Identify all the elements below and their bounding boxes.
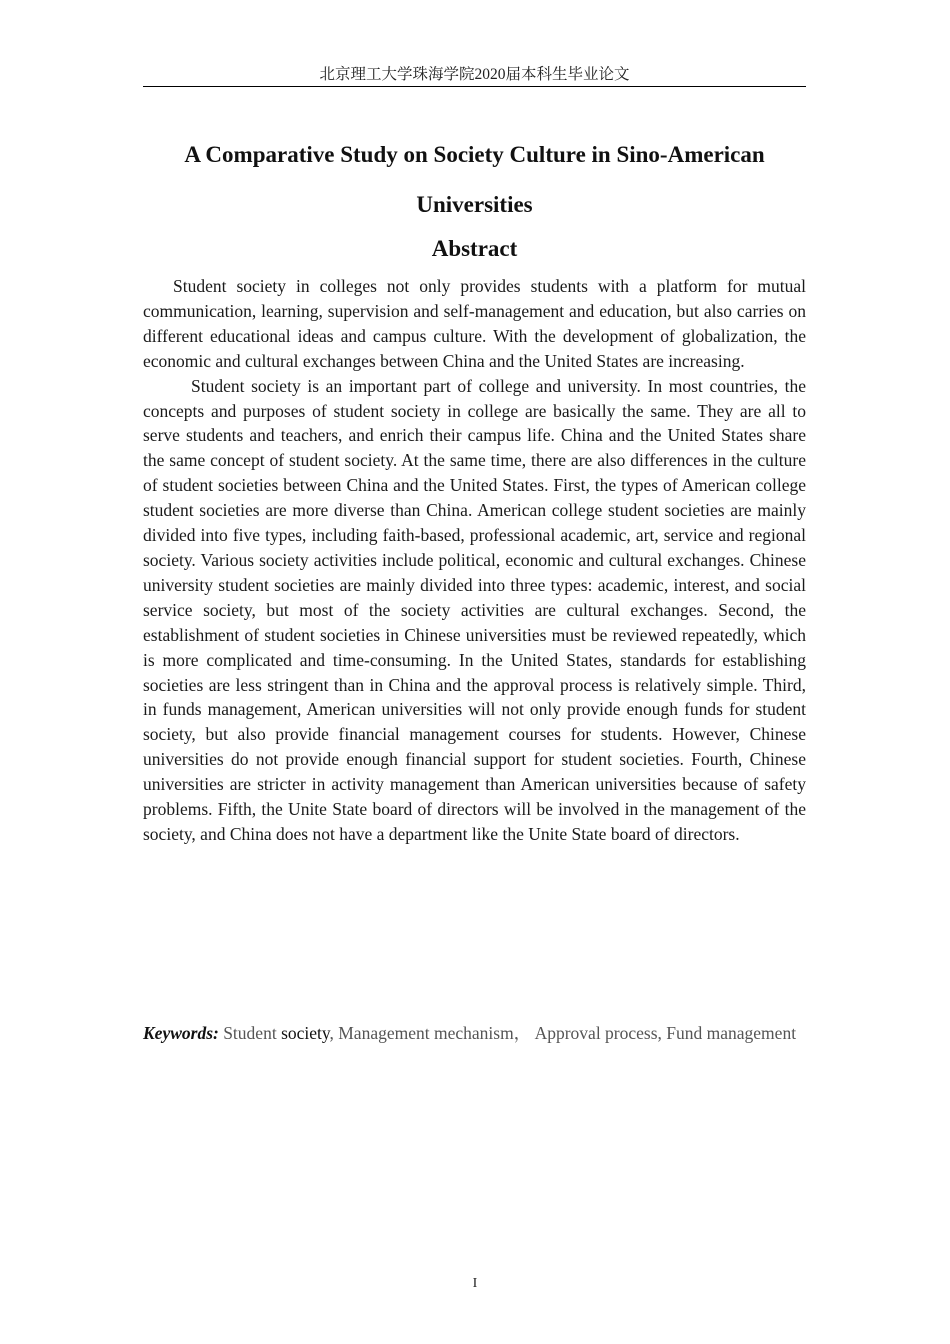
keywords-line xyxy=(143,1021,806,1046)
abstract-paragraph-1: Student society in colleges not only provides students with a platform for mutual communication, learning, supervision and self-management and education, but also carries on different educational ideas and campus culture. With the development of globalization, the economic and cultural exchanges between China and the United States are increasing. xyxy=(143,276,806,371)
running-header-title: 北京理工大学珠海学院2020届本科生毕业论文 xyxy=(319,66,630,83)
thesis-title xyxy=(143,130,806,230)
abstract-paragraph-2: Student society is an important part of college and university. In most countries, the concepts and purposes of student society in college are basically the same. They are all to serve students and teachers, and enrich their campus life. China and the United States share the same concept of student society. At the same time, there are also differences in the culture of student societies between China and the United States. First, the types of American college student societies are more diverse than China. American college student societies are mainly divided into five types, including faith-based, professional academic, art, service and regional society. Various society activities include political, economic and cultural exchanges. Chinese university student societies are mainly divided into three types: academic, interest, and social service society, but most of the society activities are cultural exchanges. Second, the establishment of student societies in Chinese universities must be reviewed repeatedly, which is more complicated and time-consuming. In the United States, standards for establishing societies are less stringent than in China and the approval process is relatively simple. Third, in funds management, American universities will not only provide enough funds for student society, but also provide financial management courses for students. However, Chinese universities do not provide enough financial support for student societies. Fourth, Chinese universities are stricter in activity management than American universities because of safety problems. Fifth, the Unite State board of directors will be involved in the management of the society, and China does not have a department like the Unite State board of directors. xyxy=(143,375,806,844)
abstract-heading: Abstract xyxy=(431,236,518,261)
keywords-text-2: society xyxy=(281,1023,330,1043)
running-header xyxy=(143,64,806,87)
page-number: I xyxy=(472,1276,478,1291)
keywords-label: Keywords: xyxy=(143,1023,219,1043)
thesis-title-line-2: Universities xyxy=(416,192,533,217)
keywords-text-1: Student xyxy=(218,1023,282,1043)
keywords-text-3: , Management mechanism， Approval process, Fund management xyxy=(329,1023,797,1043)
abstract-body xyxy=(143,274,806,847)
thesis-title-line-1: A Comparative Study on Society Culture in Sino-American xyxy=(184,142,765,167)
